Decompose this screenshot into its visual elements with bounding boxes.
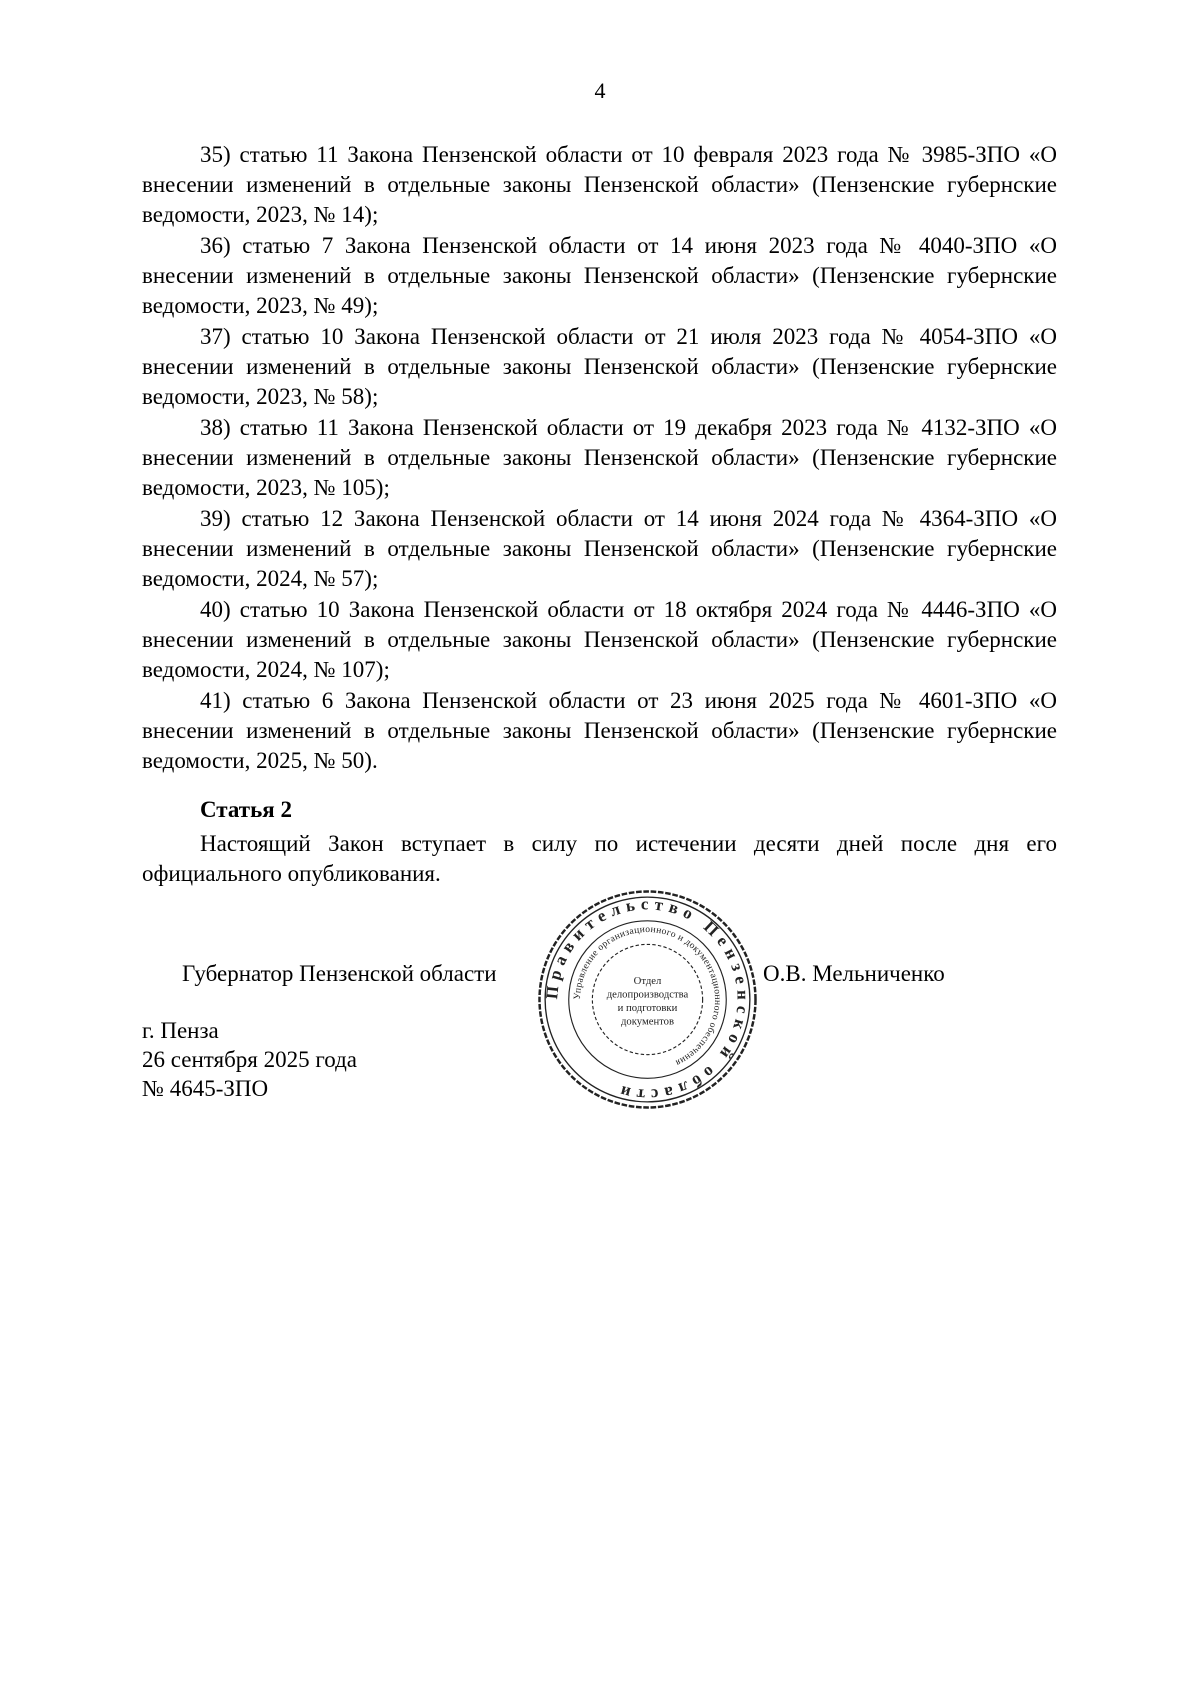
stamp-ring-text: Управление организационного и документационного обеспечения bbox=[571, 923, 724, 1069]
list-item: 39) статью 12 Закона Пензенской области от 14 июня 2024 года № 4364-ЗПО «О внесении изменений в отдельные законы Пензенской области» (Пензенские губернские ведомости, 2024, № 57); bbox=[142, 506, 1057, 591]
list-item: 37) статью 10 Закона Пензенской области от 21 июля 2023 года № 4054-ЗПО «О внесении изменений в отдельные законы Пензенской области» (Пензенские губернские ведомости, 2023, № 58); bbox=[142, 324, 1058, 409]
stamp-center-line: и подготовки bbox=[617, 1001, 678, 1014]
amendment-list bbox=[142, 140, 1057, 777]
article-title: Статья 2 bbox=[200, 797, 292, 822]
list-item: 40) статью 10 Закона Пензенской области от 18 октября 2024 года № 4446-ЗПО «О внесении изменений в отдельные законы Пензенской области» (Пензенские губернские ведомости, 2024, № 107); bbox=[142, 597, 1058, 682]
stamp-outer-text: Правительство Пензенской области bbox=[542, 894, 753, 1105]
list-item: 36) статью 7 Закона Пензенской области от 14 июня 2023 года № 4040-ЗПО «О внесении изменений в отдельные законы Пензенской области» (Пензенские губернские ведомости, 2023, № 49); bbox=[142, 233, 1058, 318]
article-text: Настоящий Закон вступает в силу по истечении десяти дней после дня его официального опубликования. bbox=[142, 831, 1057, 886]
list-item: 38) статью 11 Закона Пензенской области от 19 декабря 2023 года № 4132-ЗПО «О внесении изменений в отдельные законы Пензенской области» (Пензенские губернские ведомости, 2023, № 105); bbox=[142, 415, 1057, 500]
stamp-center-line: Отдел bbox=[633, 974, 662, 987]
stamp-center-line: документов bbox=[620, 1015, 675, 1028]
law-number-line: № 4645-ЗПО bbox=[142, 1076, 269, 1101]
page-number: 4 bbox=[594, 78, 606, 103]
governor-title: Губернатор Пензенской области bbox=[182, 961, 497, 986]
official-stamp bbox=[535, 887, 760, 1112]
governor-name: О.В. Мельниченко bbox=[763, 961, 945, 986]
list-item: 41) статью 6 Закона Пензенской области от 23 июня 2025 года № 4601-ЗПО «О внесении изменений в отдельные законы Пензенской области» (Пензенские губернские ведомости, 2025, № 50). bbox=[142, 688, 1058, 773]
city-line: г. Пенза bbox=[142, 1018, 219, 1043]
date-line: 26 сентября 2025 года bbox=[142, 1047, 357, 1072]
stamp-center-line: делопроизводства bbox=[606, 988, 689, 1001]
list-item: 35) статью 11 Закона Пензенской области от 10 февраля 2023 года № 3985-ЗПО «О внесении изменений в отдельные законы Пензенской области» (Пензенские губернские ведомости, 2023, № 14); bbox=[142, 142, 1058, 227]
